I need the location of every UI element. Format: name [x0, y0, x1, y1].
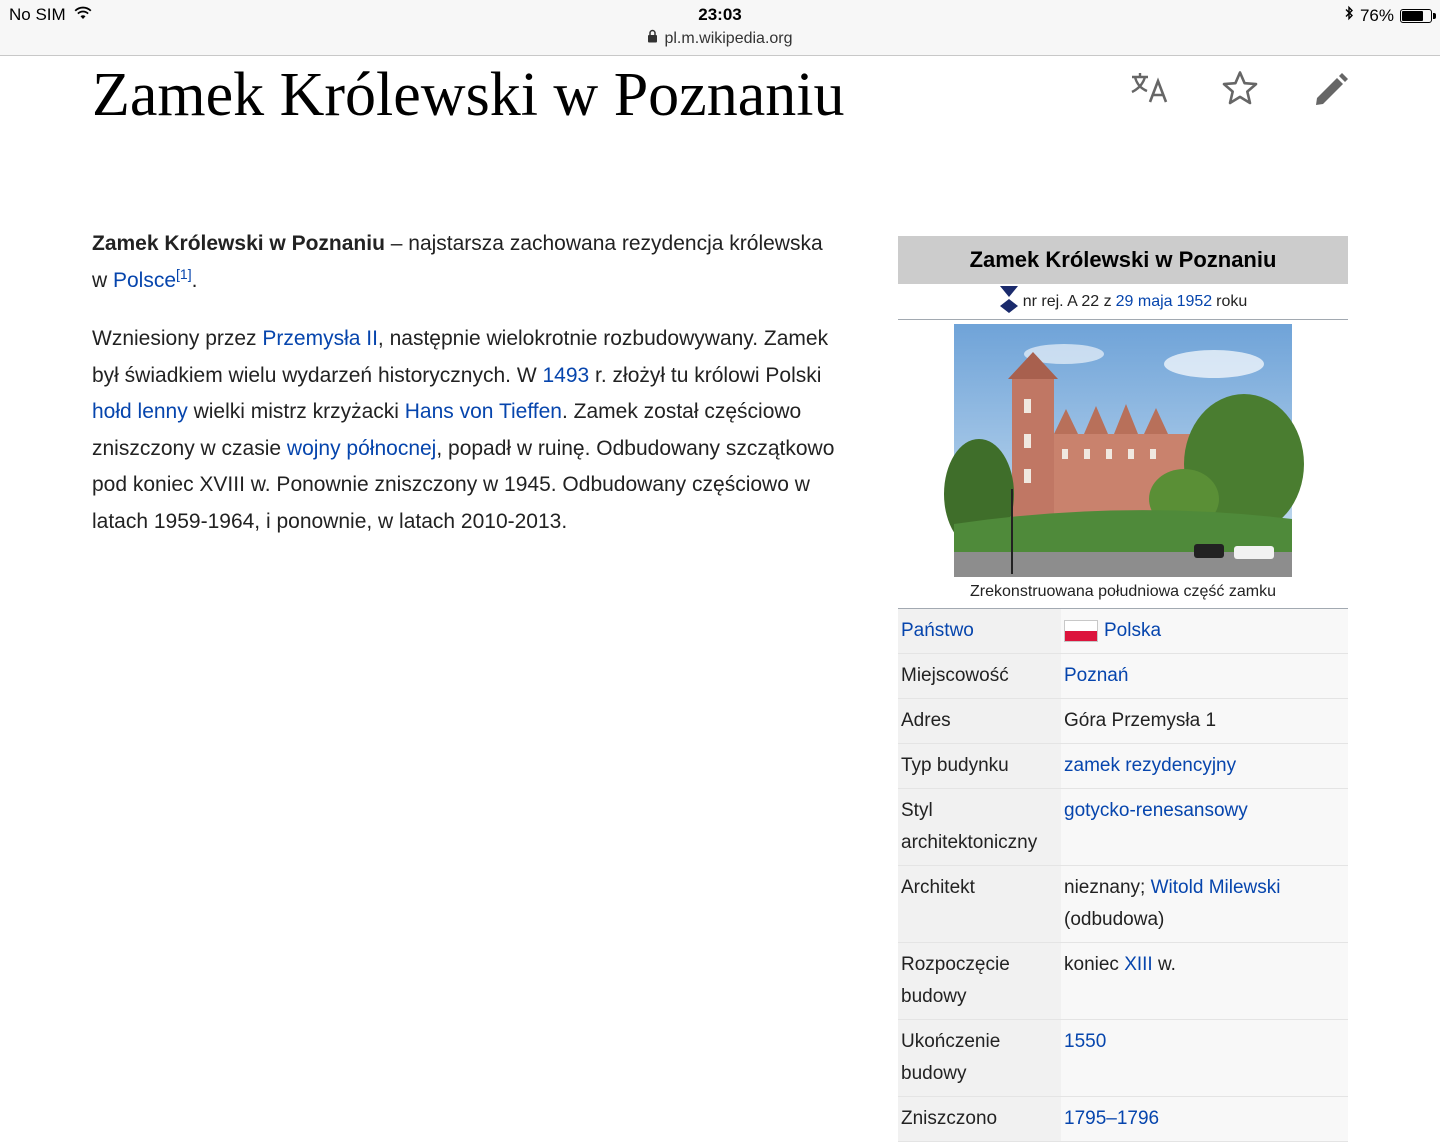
star-icon: [1221, 70, 1259, 111]
infobox-row-construction-end: [898, 1020, 1348, 1097]
infobox-row-construction-start: [898, 943, 1348, 1020]
value-destroyed: [1061, 1097, 1348, 1141]
link-hold-lenny[interactable]: hołd lenny: [92, 400, 188, 423]
language-button[interactable]: [1130, 70, 1170, 110]
url-text: pl.m.wikipedia.org: [664, 29, 793, 47]
carrier-label: No SIM: [9, 5, 66, 24]
link-1493[interactable]: 1493: [542, 363, 590, 387]
article-content: [92, 226, 842, 562]
key-town: Miejscowość: [898, 654, 1061, 698]
infobox-rows: [898, 609, 1348, 1142]
link-1952[interactable]: 1952: [1176, 292, 1213, 310]
value-architect: [1061, 866, 1348, 942]
link-przemysla-ii[interactable]: Przemysła II: [262, 327, 378, 350]
key-country[interactable]: Państwo: [898, 609, 1061, 653]
battery-percent: 76%: [1359, 5, 1394, 25]
infobox-row-destroyed: [898, 1097, 1348, 1142]
infobox: [898, 236, 1348, 1142]
text: r. złożył tu królowi Polski: [589, 363, 822, 387]
poland-flag-icon: [1064, 620, 1098, 642]
lead-bold-title: Zamek Królewski w Poznaniu: [92, 232, 385, 255]
value-construction-start: [1061, 943, 1348, 1019]
text: .: [191, 268, 198, 292]
link-1795-1796[interactable]: 1795–1796: [1064, 1108, 1160, 1129]
infobox-row-town: [898, 654, 1348, 699]
value-town: [1061, 654, 1348, 698]
status-right: [1344, 5, 1432, 26]
page-title: Zamek Królewski w Poznaniu: [92, 61, 845, 129]
value-construction-end: [1061, 1020, 1348, 1096]
link-zamek-rezydencyjny[interactable]: zamek rezydencyjny: [1064, 755, 1237, 776]
link-polsce[interactable]: Polsce: [113, 268, 177, 292]
battery-tip: [1433, 13, 1436, 19]
infobox-row-address: [898, 699, 1348, 744]
edit-button[interactable]: [1310, 70, 1350, 110]
lock-icon: [647, 29, 658, 48]
value-building-type: [1061, 744, 1348, 788]
history-paragraph: [92, 321, 842, 540]
text: wielki mistrz krzyżacki: [187, 400, 405, 423]
text: . Zamek został częściowo zniszczony w czasie: [92, 400, 802, 460]
link-poznan[interactable]: Poznań: [1064, 665, 1129, 686]
text: – najstarsza zachowana rezydencja królewska w: [92, 232, 823, 292]
address-bar[interactable]: [0, 29, 1440, 48]
image-caption: Zrekonstruowana południowa część zamku: [898, 583, 1348, 609]
value-country: [1061, 609, 1348, 653]
status-bar: [0, 0, 1440, 56]
key-building-type: Typ budynku: [898, 744, 1061, 788]
reg-suffix: roku: [1216, 292, 1248, 310]
infobox-title: Zamek Królewski w Poznaniu: [898, 236, 1348, 284]
reg-prefix: nr rej. A 22 z: [1022, 292, 1112, 310]
link-polska[interactable]: Polska: [1104, 620, 1162, 641]
translate-icon: [1130, 71, 1170, 110]
value-address: Góra Przemysła 1: [1061, 699, 1348, 743]
reference-1[interactable]: [1]: [176, 265, 192, 282]
pencil-icon: [1311, 70, 1349, 111]
text: w.: [1152, 954, 1176, 975]
battery-level-fill: [1402, 11, 1423, 21]
link-1550[interactable]: 1550: [1064, 1031, 1107, 1052]
text: koniec: [1064, 954, 1125, 975]
text: , następnie wielokrotnie rozbudowywany. Zamek był świadkiem wielu wydarzeń historycznych. W: [92, 327, 829, 387]
heritage-registration: [898, 284, 1348, 320]
text: Wzniesiony przez: [92, 327, 263, 350]
castle-photo[interactable]: [954, 324, 1292, 577]
infobox-row-style: [898, 789, 1348, 866]
bluetooth-icon: [1344, 5, 1354, 26]
lead-paragraph: [92, 226, 842, 299]
key-style: Styl architektoniczny: [898, 789, 1061, 865]
link-hans-von-tieffen[interactable]: Hans von Tieffen: [404, 400, 562, 423]
value-style: [1061, 789, 1348, 865]
watch-button[interactable]: [1220, 70, 1260, 110]
battery-icon: [1400, 9, 1432, 23]
key-architect: Architekt: [898, 866, 1061, 942]
key-construction-end: Ukończenie budowy: [898, 1020, 1061, 1096]
link-29-maja[interactable]: 29 maja: [1115, 292, 1173, 310]
page-actions: [1130, 70, 1350, 110]
link-wojny-polnocnej[interactable]: wojny północnej: [286, 436, 437, 460]
infobox-row-architect: [898, 866, 1348, 943]
link-gotycko-renesansowy[interactable]: gotycko-renesansowy: [1064, 800, 1248, 821]
text: (odbudowa): [1064, 909, 1165, 930]
heritage-monument-icon: [999, 284, 1019, 319]
clock: 23:03: [698, 5, 742, 24]
infobox-row-type: [898, 744, 1348, 789]
text: , popadł w ruinę. Odbudowany szczątkowo pod koniec XVIII w. Ponownie zniszczony w 1945. Odbudowany częściowo w latach 1959-1964, i ponownie, w latach 2010-2013.: [92, 436, 835, 533]
key-address: Adres: [898, 699, 1061, 743]
link-witold-milewski[interactable]: Witold Milewski: [1150, 877, 1281, 898]
text: nieznany;: [1064, 877, 1151, 898]
key-construction-start: Rozpoczęcie budowy: [898, 943, 1061, 1019]
link-xiii[interactable]: XIII: [1124, 954, 1153, 975]
key-destroyed: Zniszczono: [898, 1097, 1061, 1141]
infobox-row-country: [898, 609, 1348, 654]
